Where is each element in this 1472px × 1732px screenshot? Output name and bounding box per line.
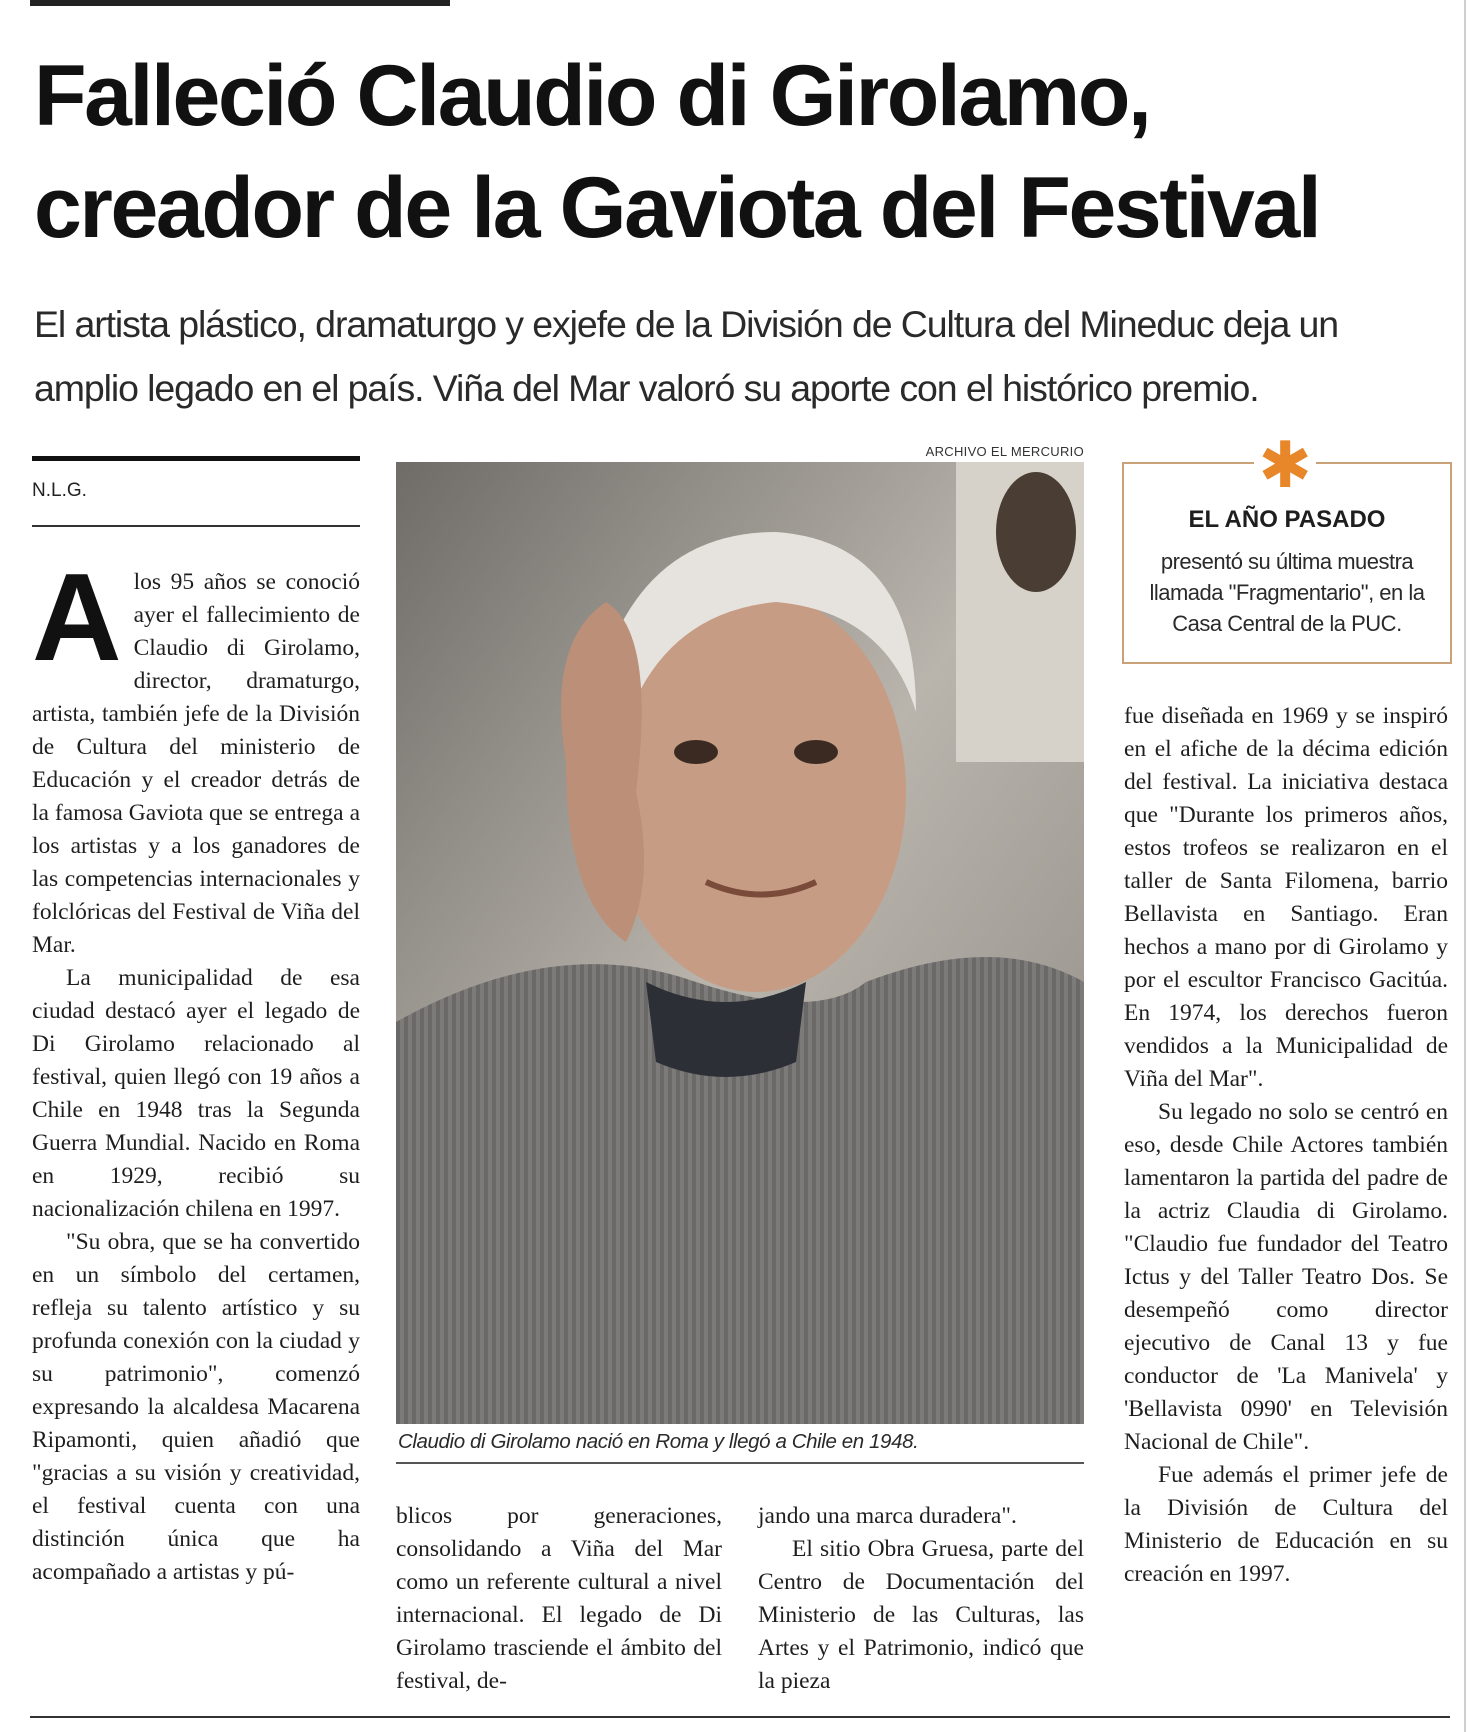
page-edge [1464,0,1466,1732]
top-bar [30,0,450,6]
paragraph: Su legado no solo se centró en eso, desde Chile Actores también lamentaron la partida del padre de la actriz Claudia di Girolamo. "Claudio fue fundador del Teatro Ictus y del Taller Teatro Dos. Se desempeñó como director ejecutivo de Canal 13 y fue conductor de 'La Manivela' y 'Bellavista 0990' en Televisión Nacional de Chile". [1124,1099,1448,1455]
paragraph-text: los 95 años se conoció ayer el fallecimiento de Claudio di Girolamo, director, dramaturgo, artista, también jefe de la División de Cultura del ministerio de Educación y el creador detrás de la famosa Gaviota que se entrega a los artistas y a los ganadores de las competencias internacionales y folclóricas del Festival de Viña del Mar. [32,569,360,958]
byline-rule-top [32,456,360,461]
portrait-illustration [396,462,1084,1424]
article-column-3 [758,1500,1084,1698]
article-column-4 [1124,700,1448,1591]
sidebar-title: EL AÑO PASADO [1188,506,1386,533]
bottom-rule [30,1716,1450,1718]
paragraph [32,549,360,962]
paragraph: La municipalidad de esa ciudad destacó ayer el legado de Di Girolamo relacionado al festival, quien llegó con 19 años a Chile en 1948 tras la Segunda Guerra Mundial. Nacido en Roma en 1929, recibió su nacionalización chilena en 1997. [32,965,360,1222]
sidebar-text: presentó su última muestra llamada "Fragmentario", en la Casa Central de la PUC. [1149,549,1425,636]
article-column-1 [32,549,360,1589]
headline-line-1: Falleció Claudio di Girolamo, [34,48,1150,144]
article-column-2 [396,1500,722,1698]
drop-cap: A [32,549,122,687]
deck-line-1: El artista plástico, dramaturgo y exjefe de la División de Cultura del Mineduc deja un [34,303,1339,345]
paragraph: blicos por generaciones, consolidando a Viña del Mar como un referente cultural a nivel internacional. El legado de Di Girolamo trasciende el ámbito del festival, de- [396,1503,722,1694]
paragraph: "Su obra, que se ha convertido en un símbolo del certamen, refleja su talento artístico y su profunda conexión con la ciudad y su patrimonio", comenzó expresando la alcaldesa Macarena Ripamonti, quien añadió que "gracias a su visión y creatividad, el festival cuenta con una distinción única que ha acompañado a artistas y pú- [32,1229,360,1585]
headline-line-2: creador de la Gaviota del Festival [34,160,1320,256]
paragraph: Fue además el primer jefe de la División de Cultura del Ministerio de Educación en su creación en 1997. [1124,1462,1448,1587]
byline: N.L.G. [32,480,87,501]
paragraph: jando una marca duradera". [758,1503,1017,1529]
paragraph: El sitio Obra Gruesa, parte del Centro de Documentación del Ministerio de las Culturas, las Artes y el Patrimonio, indicó que la pieza [758,1536,1084,1694]
byline-rule-bottom [32,525,360,527]
headline [34,40,1444,264]
deck [34,292,1454,420]
asterisk-icon: ✱ [1254,436,1316,496]
paragraph: fue diseñada en 1969 y se inspiró en el afiche de la décima edición del festival. La iniciativa destaca que "Durante los primeros años, estos trofeos se realizaron en el taller de Santa Filomena, barrio Bellavista en Santiago. Eran hechos a mano por di Girolamo y por el escultor Francisco Gacitúa. En 1974, los derechos fueron vendidos a la Municipalidad de Viña del Mar". [1124,703,1448,1092]
sidebar-box [1122,429,1452,664]
photo-credit: ARCHIVO EL MERCURIO [925,444,1084,459]
portrait-photo [396,462,1084,1424]
caption-rule [396,1462,1084,1464]
photo-caption: Claudio di Girolamo nació en Roma y llegó a Chile en 1948. [398,1430,919,1453]
deck-line-2: amplio legado en el país. Viña del Mar valoró su aporte con el histórico premio. [34,367,1259,409]
